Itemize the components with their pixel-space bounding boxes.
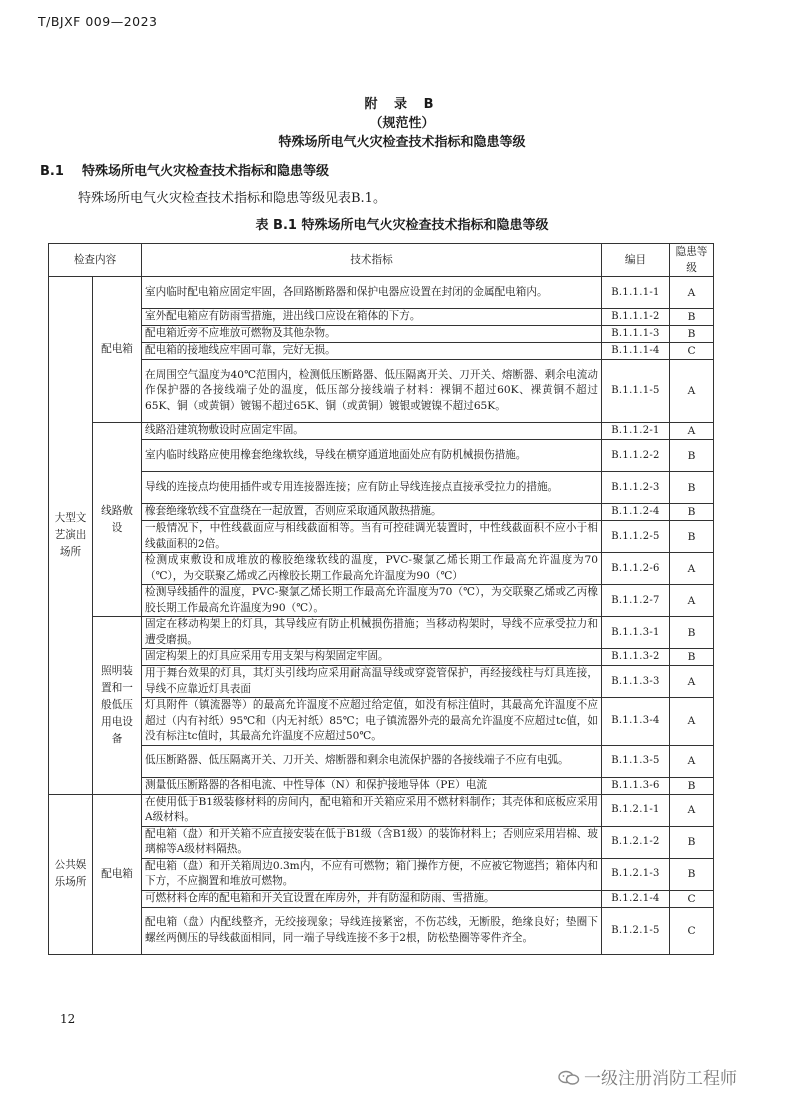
indicator-cell: 可燃材料仓库的配电箱和开关宜设置在库房外，并有防湿和防雨、雪措施。	[142, 890, 602, 907]
section-title: 特殊场所电气火灾检查技术指标和隐患等级	[82, 164, 330, 179]
table-row	[49, 553, 714, 585]
indicator-cell: 室内临时线路应使用橡套绝缘软线，导线在横穿通道地面处应有防机械损伤措施。	[142, 440, 602, 472]
annex-label: 附 录 B	[364, 97, 440, 112]
subcategory-cell: 照明装置和一般低压用电设备	[93, 617, 142, 795]
document-code: T/BJXF 009—2023	[38, 14, 158, 29]
table-row	[49, 504, 714, 521]
subcategory-cell: 配电箱	[93, 277, 142, 423]
watermark	[558, 1064, 737, 1089]
level-cell: C	[670, 907, 714, 954]
level-cell: A	[670, 277, 714, 309]
subcategory-cell: 线路敷设	[93, 423, 142, 617]
table-row	[49, 326, 714, 343]
code-cell: B.1.1.2-7	[602, 585, 670, 617]
table-row	[49, 777, 714, 794]
indicator-cell: 一般情况下，中性线截面应与相线截面相等。当有可控硅调光装置时，中性线截面积不应小于相线截面积的2倍。	[142, 521, 602, 553]
code-cell: B.1.1.2-2	[602, 440, 670, 472]
section-number: B.1	[40, 164, 64, 179]
code-cell: B.1.1.3-6	[602, 777, 670, 794]
table-row	[49, 521, 714, 553]
code-cell: B.1.1.3-4	[602, 698, 670, 746]
level-cell: B	[670, 777, 714, 794]
level-cell: B	[670, 472, 714, 504]
code-cell: B.1.1.2-5	[602, 521, 670, 553]
indicator-cell: 检测导线插件的温度，PVC-聚氯乙烯长期工作最高允许温度为70（℃），为交联聚乙烯或乙丙橡胶长期工作最高允许温度为90（℃）。	[142, 585, 602, 617]
level-cell: A	[670, 698, 714, 746]
table-header-row	[49, 244, 714, 277]
category-cell: 公共娱乐场所	[49, 794, 93, 954]
indicator-cell: 灯具附件（镇流器等）的最高允许温度不应超过给定值，如没有标注值时，其最高允许温度不应超过（内有衬纸）95℃和（内无衬纸）85℃；电子镇流器外壳的最高允许温度不应超过tc值，如没有标注tc值时，其最高允许温度不应超过50℃。	[142, 698, 602, 746]
table-row	[49, 309, 714, 326]
code-cell: B.1.1.2-1	[602, 423, 670, 440]
code-cell: B.1.1.3-1	[602, 617, 670, 649]
indicator-cell: 配电箱（盘）和开关箱周边0.3m内，不应有可燃物；箱门操作方便，不应被它物遮挡；箱体内和下方，不应搁置和堆放可燃物。	[142, 858, 602, 890]
level-cell: B	[670, 858, 714, 890]
table-row	[49, 649, 714, 666]
level-cell: B	[670, 440, 714, 472]
indicator-cell: 配电箱（盘）和开关箱不应直接安装在低于B1级（含B1级）的装饰材料上；否则应采用岩棉、玻璃棉等A级材料隔热。	[142, 826, 602, 858]
table-row	[49, 472, 714, 504]
header-content: 检查内容	[49, 244, 142, 277]
table-row	[49, 826, 714, 858]
page-number: 12	[60, 1012, 76, 1026]
code-cell: B.1.2.1-2	[602, 826, 670, 858]
header-code: 编目	[602, 244, 670, 277]
inspection-table	[48, 243, 714, 955]
table-row	[49, 423, 714, 440]
code-cell: B.1.1.2-4	[602, 504, 670, 521]
table-row	[49, 343, 714, 360]
code-cell: B.1.1.3-5	[602, 745, 670, 777]
table-row	[49, 440, 714, 472]
level-cell: B	[670, 309, 714, 326]
table-row	[49, 907, 714, 954]
subcategory-cell: 配电箱	[93, 794, 142, 954]
table-row	[49, 698, 714, 746]
level-cell: B	[670, 826, 714, 858]
code-cell: B.1.2.1-4	[602, 890, 670, 907]
section-intro: 特殊场所电气火灾检查技术指标和隐患等级见表B.1。	[78, 191, 386, 206]
table-row	[49, 666, 714, 698]
level-cell: A	[670, 423, 714, 440]
indicator-cell: 固定在移动构架上的灯具，其导线应有防止机械损伤措施；当移动构架时，导线不应承受拉力和遭受磨损。	[142, 617, 602, 649]
level-cell: B	[670, 326, 714, 343]
indicator-cell: 在周围空气温度为40℃范围内，检测低压断路器、低压隔离开关、刀开关、熔断器、剩余电流动作保护器的各接线端子处的温度，低压部分接线端子材料：裸铜不超过60K、裸黄铜不超过65K、铜（或黄铜）镀锡不超过65K、铜（或黄铜）镀银或镀镍不超过65K。	[142, 360, 602, 423]
table-row	[49, 360, 714, 423]
indicator-cell: 低压断路器、低压隔离开关、刀开关、熔断器和剩余电流保护器的各接线端子不应有电弧。	[142, 745, 602, 777]
level-cell: A	[670, 360, 714, 423]
code-cell: B.1.2.1-1	[602, 794, 670, 826]
indicator-cell: 配电箱近旁不应堆放可燃物及其他杂物。	[142, 326, 602, 343]
level-cell: A	[670, 745, 714, 777]
indicator-cell: 用于舞台效果的灯具，其灯头引线均应采用耐高温导线或穿瓷管保护，再经接线柱与灯具连接，导线不应靠近灯具表面	[142, 666, 602, 698]
code-cell: B.1.1.1-3	[602, 326, 670, 343]
table-row	[49, 890, 714, 907]
indicator-cell: 固定构架上的灯具应采用专用支架与构架固定牢固。	[142, 649, 602, 666]
indicator-cell: 线路沿建筑物敷设时应固定牢固。	[142, 423, 602, 440]
table-row	[49, 277, 714, 309]
table-row	[49, 794, 714, 826]
level-cell: B	[670, 504, 714, 521]
indicator-cell: 室内临时配电箱应固定牢固，各回路断路器和保护电器应设置在封闭的金属配电箱内。	[142, 277, 602, 309]
table-row	[49, 585, 714, 617]
indicator-cell: 配电箱的接地线应牢固可靠，完好无损。	[142, 343, 602, 360]
header-level: 隐患等级	[670, 244, 714, 277]
table-container	[48, 243, 713, 955]
annex-normative: （规范性）	[369, 116, 435, 131]
indicator-cell: 橡套绝缘软线不宜盘绕在一起放置，否则应采取通风散热措施。	[142, 504, 602, 521]
table-row	[49, 858, 714, 890]
level-cell: C	[670, 890, 714, 907]
indicator-cell: 室外配电箱应有防雨雪措施，进出线口应设在箱体的下方。	[142, 309, 602, 326]
level-cell: B	[670, 617, 714, 649]
level-cell: A	[670, 553, 714, 585]
wechat-icon	[558, 1070, 580, 1086]
indicator-cell: 测量低压断路器的各相电流、中性导体（N）和保护接地导体（PE）电流	[142, 777, 602, 794]
level-cell: C	[670, 343, 714, 360]
level-cell: A	[670, 666, 714, 698]
code-cell: B.1.2.1-5	[602, 907, 670, 954]
code-cell: B.1.1.2-6	[602, 553, 670, 585]
code-cell: B.1.1.1-2	[602, 309, 670, 326]
table-title: 表 B.1 特殊场所电气火灾检查技术指标和隐患等级	[255, 218, 549, 233]
level-cell: B	[670, 521, 714, 553]
header-indicator: 技术指标	[142, 244, 602, 277]
indicator-cell: 配电箱（盘）内配线整齐，无绞接现象；导线连接紧密，不伤芯线，无断股，绝缘良好；垫圈下螺丝两侧压的导线截面相同，同一端子导线连接不多于2根，防松垫圈等零件齐全。	[142, 907, 602, 954]
code-cell: B.1.1.1-5	[602, 360, 670, 423]
code-cell: B.1.1.1-4	[602, 343, 670, 360]
code-cell: B.1.1.3-2	[602, 649, 670, 666]
section-heading	[40, 160, 329, 179]
indicator-cell: 导线的连接点均使用插件或专用连接器连接；应有防止导线连接点直接承受拉力的措施。	[142, 472, 602, 504]
code-cell: B.1.1.1-1	[602, 277, 670, 309]
annex-title: 特殊场所电气火灾检查技术指标和隐患等级	[278, 135, 526, 150]
level-cell: A	[670, 794, 714, 826]
category-cell: 大型文艺演出场所	[49, 277, 93, 795]
code-cell: B.1.1.3-3	[602, 666, 670, 698]
code-cell: B.1.1.2-3	[602, 472, 670, 504]
indicator-cell: 在使用低于B1级装修材料的房间内，配电箱和开关箱应采用不燃材料制作；其壳体和底板应采用A级材料。	[142, 794, 602, 826]
level-cell: B	[670, 649, 714, 666]
code-cell: B.1.2.1-3	[602, 858, 670, 890]
table-row	[49, 745, 714, 777]
watermark-text: 一级注册消防工程师	[584, 1069, 737, 1089]
indicator-cell: 检测成束敷设和成堆放的橡胶绝缘软线的温度，PVC-聚氯乙烯长期工作最高允许温度为70（℃），为交联聚乙烯或乙丙橡胶长期工作最高允许温度为90（℃）	[142, 553, 602, 585]
level-cell: A	[670, 585, 714, 617]
table-row	[49, 617, 714, 649]
